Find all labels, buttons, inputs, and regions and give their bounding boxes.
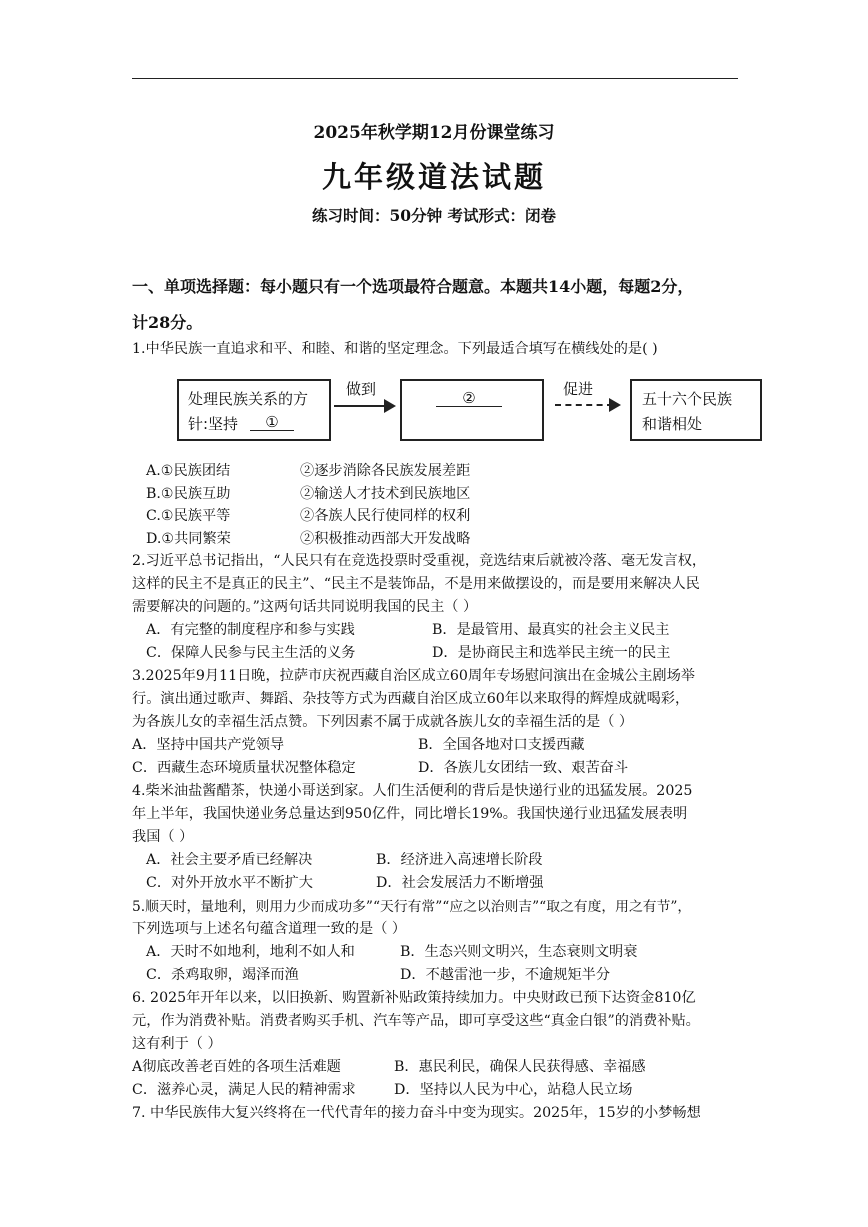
q1-option-c: C.①民族平等 <box>146 508 231 524</box>
exam-info: 练习时间：50分钟 考试形式：闭卷 <box>312 206 556 225</box>
q5-option-b: B．生态兴则文明兴，生态衰则文明衰 <box>400 944 638 960</box>
q4-option-a: A．社会主要矛盾已经解决 <box>146 852 313 868</box>
q6-option-d: D．坚持以人民为中心，站稳人民立场 <box>394 1082 633 1098</box>
q6-option-c: C．滋养心灵，满足人民的精神需求 <box>132 1082 356 1098</box>
q5-option-a: A．天时不如地利，地利不如人和 <box>146 944 355 960</box>
diagram-box1-line1: 处理民族关系的方 <box>188 390 309 408</box>
exam-subtitle: 2025年秋学期12月份课堂练习 <box>313 123 555 143</box>
q4-stem-line3: 我国（ ） <box>132 829 194 845</box>
arrow2-label: 促进 <box>563 380 594 398</box>
q4-option-d: D．社会发展活力不断增强 <box>376 875 544 891</box>
q4-option-c: C．对外开放水平不断扩大 <box>146 875 313 891</box>
q2-stem-line2: 这样的民主不是真正的民主”、“民主不是装饰品，不是用来做摆设的，而是要用来解决人民 <box>132 576 700 592</box>
q3-stem-line3: 为各族儿女的幸福生活点赞。下列因素不属于成就各族儿女的幸福生活的是（ ） <box>132 714 634 730</box>
q2-option-b: B．是最管用、最真实的社会主义民主 <box>432 622 670 638</box>
q1-option-a-2: ②逐步消除各民族发展差距 <box>300 463 471 479</box>
diagram-box3-line1: 五十六个民族 <box>642 390 733 408</box>
arrow1-label: 做到 <box>346 380 377 398</box>
q5-stem-line2: 下列选项与上述名句蕴含道理一致的是（ ） <box>132 921 407 937</box>
arrow2-head-icon <box>609 398 621 412</box>
arrow1-head-icon <box>384 399 396 413</box>
exam-title: 九年级道法试题 <box>321 160 546 194</box>
top-rule <box>132 78 738 79</box>
q2-stem-line3: 需要解决的问题的。”这两句话共同说明我国的民主（ ） <box>132 599 478 615</box>
blank-2-label: ② <box>462 389 476 407</box>
q2-stem-line1: 2.习近平总书记指出，“人民只有在竞选投票时受重视，竞选结束后就被冷落、毫无发言权， <box>132 553 707 569</box>
q4-option-b: B．经济进入高速增长阶段 <box>376 852 543 868</box>
section-heading-line2: 计28分。 <box>132 313 203 332</box>
diagram-box3-line2: 和谐相处 <box>642 415 703 433</box>
diagram-blank-1 <box>250 412 294 431</box>
q1-option-b: B.①民族互助 <box>146 486 231 502</box>
q3-stem-line2: 行。演出通过歌声、舞蹈、杂技等方式为西藏自治区成立60年以来取得的辉煌成就喝彩， <box>132 691 690 707</box>
q4-stem-line1: 4.柴米油盐酱醋茶，快递小哥送到家。人们生活便利的背后是快递行业的迅猛发展。2025 <box>132 783 693 799</box>
q4-stem-line2: 年上半年，我国快递业务总量达到950亿件，同比增长19%。我国快递行业迅猛发展表明 <box>132 806 688 822</box>
q3-option-a: A．坚持中国共产党领导 <box>132 737 285 753</box>
q6-stem-line3: 这有利于（ ） <box>132 1036 222 1052</box>
blank-1-label: ① <box>265 413 279 431</box>
q1-option-b-2: ②输送人才技术到民族地区 <box>300 486 471 502</box>
q1-option-d-2: ②积极推动西部大开发战略 <box>300 531 471 547</box>
diagram-blank-2 <box>436 388 502 407</box>
diagram-box1-line2: 针:坚持 <box>188 415 239 433</box>
q1-option-c-2: ②各族人民行使同样的权利 <box>300 508 471 524</box>
q7-stem-line1: 7. 中华民族伟大复兴终将在一代代青年的接力奋斗中变为现实。2025年，15岁的小梦畅想 <box>132 1105 701 1121</box>
q5-option-d: D．不越雷池一步，不逾规矩半分 <box>400 967 611 983</box>
q3-option-c: C．西藏生态环境质量状况整体稳定 <box>132 760 356 776</box>
section-heading-line1: 一、单项选择题：每小题只有一个选项最符合题意。本题共14小题，每题2分， <box>132 277 694 296</box>
arrow1-line <box>334 405 386 407</box>
q5-option-c: C．杀鸡取卵，竭泽而渔 <box>146 967 299 983</box>
q6-stem-line1: 6. 2025年开年以来，以旧换新、购置新补贴政策持续加力。中央财政已预下达资金810亿 <box>132 990 696 1006</box>
q6-option-a: A彻底改善老百姓的各项生活难题 <box>132 1059 341 1075</box>
q1-option-a: A.①民族团结 <box>146 463 231 479</box>
q2-option-c: C．保障人民参与民主生活的义务 <box>146 645 356 661</box>
q5-stem-line1: 5.顺天时，量地利，则用力少而成功多”“天行有常”“应之以治则吉”“取之有度，用之有节”， <box>132 899 692 915</box>
arrow2-line <box>555 404 613 406</box>
q1-stem: 1.中华民族一直追求和平、和睦、和谐的坚定理念。下列最适合填写在横线处的是( ) <box>132 341 658 357</box>
q6-option-b: B．惠民利民，确保人民获得感、幸福感 <box>394 1059 646 1075</box>
q6-stem-line2: 元，作为消费补贴。消费者购买手机、汽车等产品，即可享受这些“真金白银”的消费补贴。 <box>132 1013 700 1029</box>
q1-option-d: D.①共同繁荣 <box>146 531 231 547</box>
q2-option-a: A．有完整的制度程序和参与实践 <box>146 622 355 638</box>
q3-option-b: B．全国各地对口支援西藏 <box>418 737 585 753</box>
q3-option-d: D．各族儿女团结一致、艰苦奋斗 <box>418 760 629 776</box>
q2-option-d: D．是协商民主和选举民主统一的民主 <box>432 645 671 661</box>
q3-stem-line1: 3.2025年9月11日晚，拉萨市庆祝西藏自治区成立60周年专场慰问演出在金城公主剧场举 <box>132 668 695 684</box>
